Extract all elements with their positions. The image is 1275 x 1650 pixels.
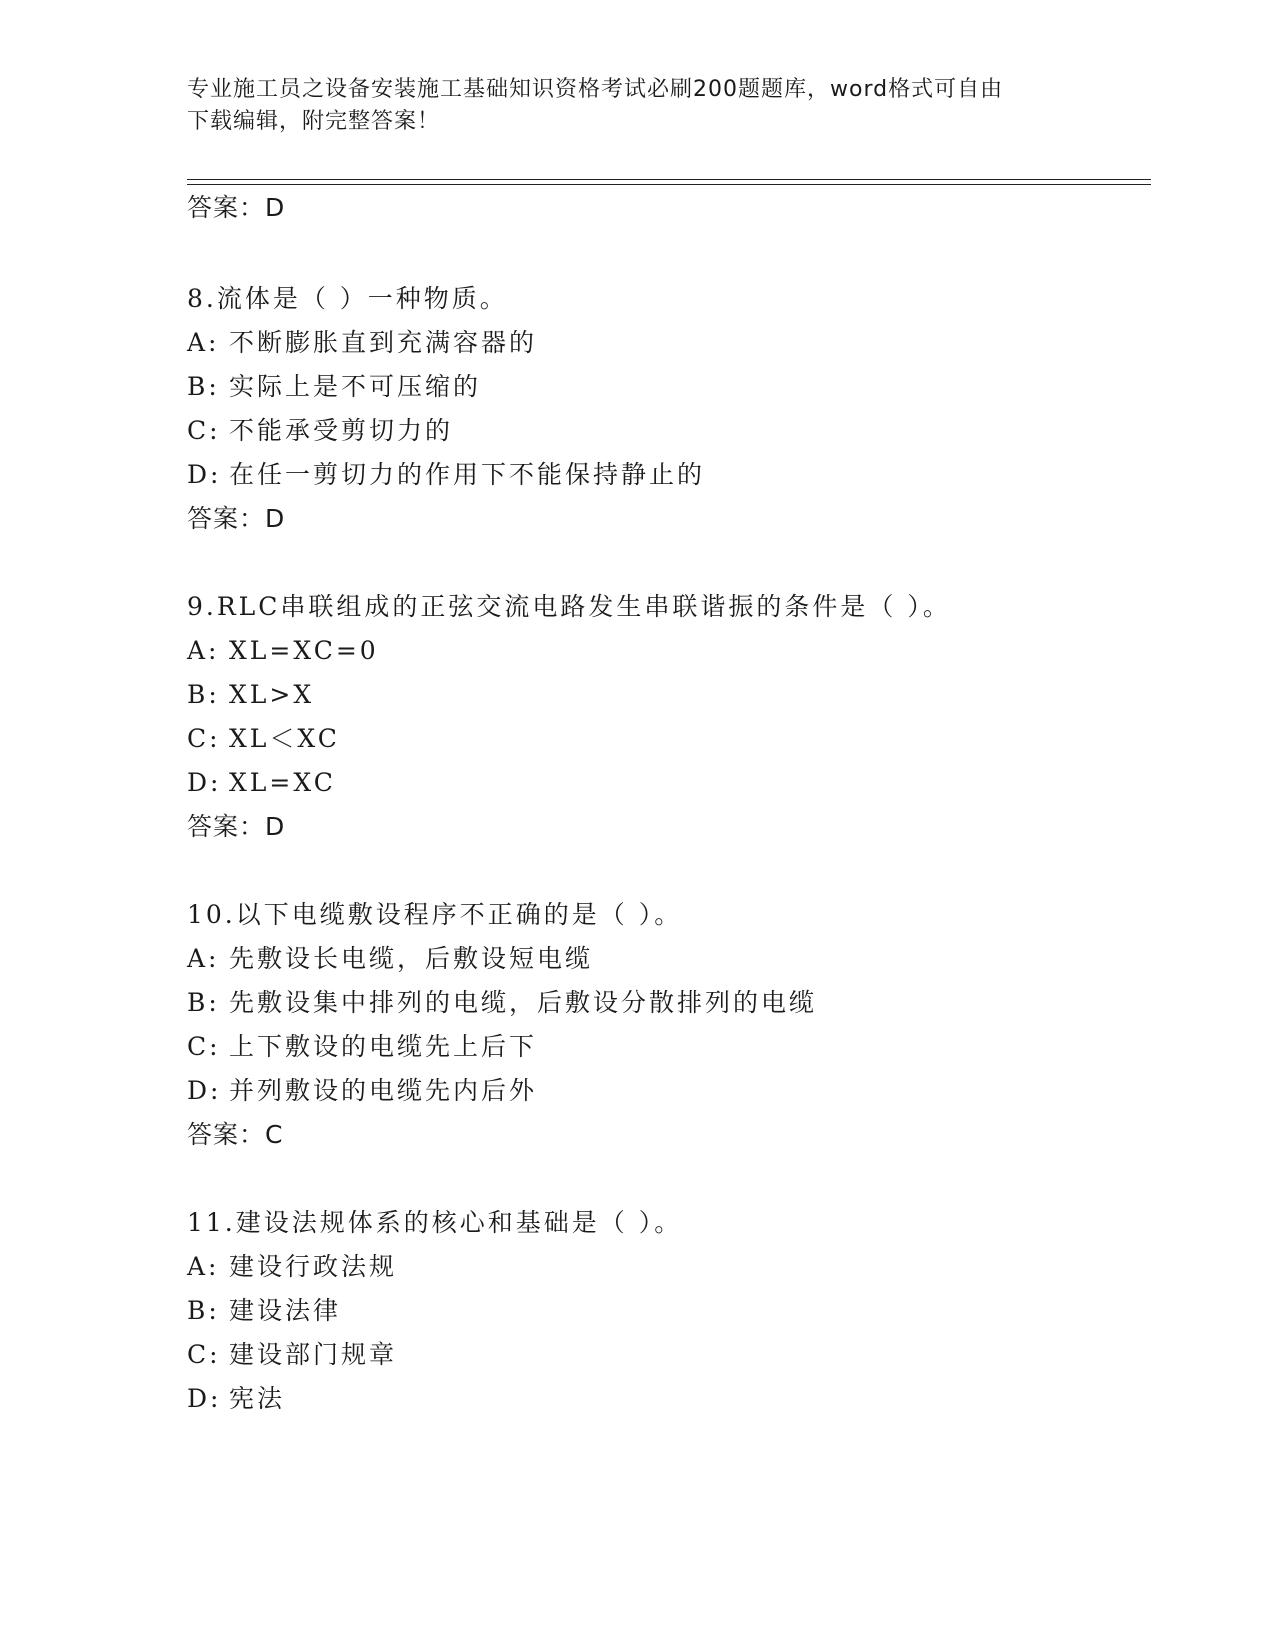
option-text: 上下敷设的电缆先上后下 [229, 1032, 538, 1061]
question-10-stem: 10.以下电缆敷设程序不正确的是（ ）。 [187, 900, 683, 929]
question-11-stem: 11.建设法规体系的核心和基础是（ ）。 [187, 1208, 683, 1237]
question-9-answer: 答案：D [187, 812, 286, 841]
question-10-answer: 答案：C [187, 1120, 284, 1149]
header-line-2: 下载编辑，附完整答案！ [187, 109, 441, 134]
header-line-1: 专业施工员之设备安装施工基础知识资格考试必刷200题题库，word格式可自由 [187, 77, 1004, 102]
option-text: 宪法 [229, 1384, 286, 1413]
option-text: 建设行政法规 [229, 1252, 398, 1281]
question-11-option-d [187, 1384, 285, 1414]
question-8-option-b [187, 372, 481, 402]
question-9-option-a [187, 636, 379, 666]
option-key: D: [187, 1076, 222, 1105]
question-9-stem: 9.RLC串联组成的正弦交流电路发生串联谐振的条件是（ ）。 [187, 592, 951, 621]
question-10-option-a [187, 944, 593, 974]
question-11-option-c [187, 1340, 397, 1370]
question-9-option-d [187, 768, 336, 798]
option-text: XL＜XC [229, 724, 340, 753]
question-10-option-c [187, 1032, 537, 1062]
question-8-option-a [187, 328, 537, 358]
option-text: 先敷设长电缆，后敷设短电缆 [229, 944, 594, 973]
option-key: A: [187, 636, 220, 665]
option-text: XL=XC=0 [229, 636, 379, 665]
question-10-option-b [187, 988, 817, 1018]
header-rule-bottom [187, 184, 1151, 185]
option-text: 在任一剪切力的作用下不能保持静止的 [229, 460, 706, 489]
option-key: C: [187, 416, 221, 445]
question-8-answer: 答案：D [187, 504, 286, 533]
option-key: D: [187, 1384, 222, 1413]
question-11-option-b [187, 1296, 341, 1326]
option-key: A: [187, 1252, 220, 1281]
option-key: D: [187, 768, 222, 797]
option-text: 实际上是不可压缩的 [229, 372, 482, 401]
option-text: 不能承受剪切力的 [229, 416, 454, 445]
option-text: XL>X [229, 680, 315, 709]
option-key: C: [187, 1032, 221, 1061]
question-10-option-d [187, 1076, 537, 1106]
previous-answer: 答案：D [187, 193, 286, 222]
option-key: B: [187, 1296, 220, 1325]
option-key: B: [187, 372, 220, 401]
option-text: 不断膨胀直到充满容器的 [229, 328, 538, 357]
option-text: 建设法律 [229, 1296, 342, 1325]
question-8-option-d [187, 460, 705, 490]
option-key: B: [187, 988, 220, 1017]
question-9-option-b [187, 680, 314, 710]
option-key: A: [187, 328, 220, 357]
option-text: 先敷设集中排列的电缆，后敷设分散排列的电缆 [229, 988, 818, 1017]
question-8-stem: 8.流体是（ ）一种物质。 [187, 284, 508, 313]
option-key: C: [187, 1340, 221, 1369]
option-text: 并列敷设的电缆先内后外 [229, 1076, 538, 1105]
option-text: XL=XC [229, 768, 336, 797]
option-text: 建设部门规章 [229, 1340, 398, 1369]
question-11-option-a [187, 1252, 397, 1282]
question-9-option-c [187, 724, 340, 754]
option-key: C: [187, 724, 221, 753]
option-key: A: [187, 944, 220, 973]
question-8-option-c [187, 416, 453, 446]
option-key: B: [187, 680, 220, 709]
option-key: D: [187, 460, 222, 489]
header-rule-top [187, 179, 1151, 180]
document-header [187, 74, 1067, 138]
